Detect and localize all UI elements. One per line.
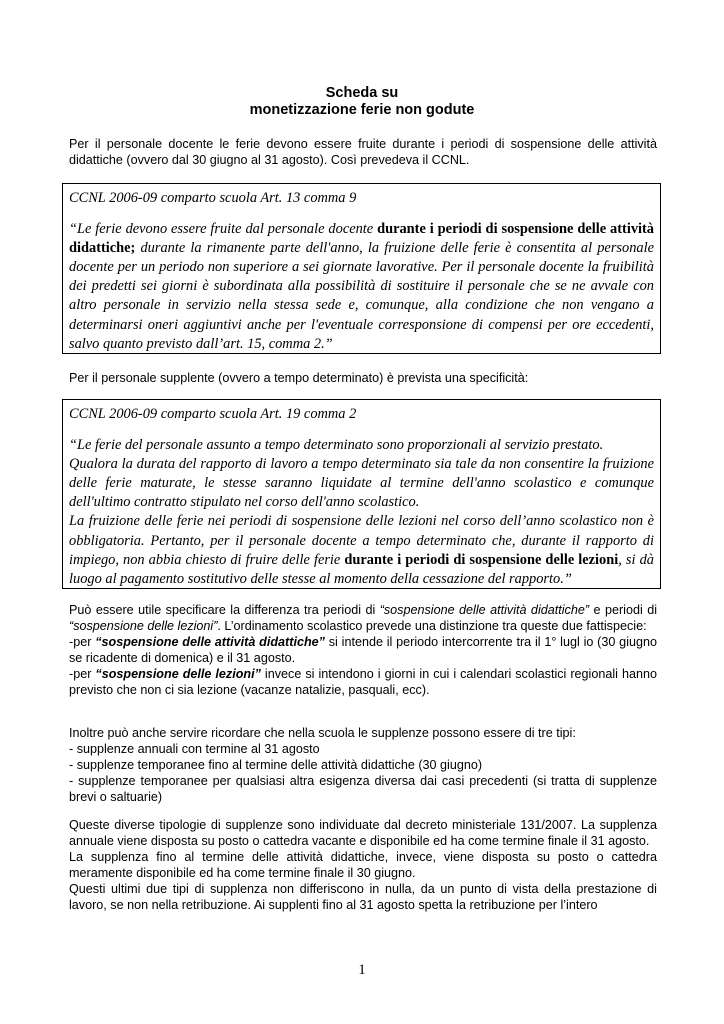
diff-italic-1: “sospensione delle attività didattiche”: [379, 603, 590, 617]
supplente-intro: Per il personale supplente (ovvero a tempo determinato) è prevista una specificità:: [69, 371, 529, 385]
tipi-item-temporanee-brevi: - supplenze temporanee per qualsiasi altra esigenza diversa dai casi precedenti (si tratta di supplenze brevi o saltuarie): [69, 773, 657, 804]
intro-paragraph: Per il personale docente le ferie devono essere fruite durante i periodi di sospensione delle attività didattiche (ovvero dal 30 giugno al 31 agosto). Così prevedeva il CCNL.: [69, 137, 657, 167]
box1-quote-part-b: durante la rimanente parte dell'anno, la fruizione delle ferie è consentita al personale docente per un periodo non superiore a sei giornate lavorative. Per il personale docente la fruibilità dei predetti sei giorni è subordinata alla possibilità di sostituire il personale che se ne avvale con altro personale in servizio nella stessa sede e, comunque, alla condizione che non vengano a determinarsi oneri aggiuntivi anche per l'eventuale corresponsione di compensi per ore eccedenti, salvo quanto previsto dall’art. 15, comma 2.”: [69, 240, 654, 352]
box1-quote: [69, 220, 654, 354]
title-line-2: monetizzazione ferie non godute: [249, 102, 475, 118]
per2-prefix: -per: [69, 666, 96, 681]
tipi-item-temporanee-giugno: - supplenze temporanee fino al termine delle attività didattiche (30 giugno): [69, 757, 483, 772]
box2-quote-p1: “Le ferie del personale assunto a tempo determinato sono proporzionali al servizio prestato.: [69, 437, 604, 454]
tipi-intro: Inoltre può anche servire ricordare che nella scuola le supplenze possono essere di tre tipi:: [69, 726, 576, 740]
tipi-supplenze-section: [69, 726, 657, 806]
box1-quote-part-a: “Le ferie devono essere fruite dal personale docente: [69, 221, 378, 238]
differenza-section: [69, 603, 657, 698]
diff-italic-2: “sospensione delle lezioni”: [69, 618, 218, 633]
final-section: [69, 818, 657, 913]
box1-heading: CCNL 2006-09 comparto scuola Art. 13 comma 9: [69, 190, 357, 206]
document-title: [0, 85, 724, 119]
per1-term: “sospensione delle attività didattiche”: [95, 634, 325, 649]
per2-term: “sospensione delle lezioni”: [95, 666, 261, 681]
ccnl-art13-box: [62, 183, 661, 354]
diff-per-didattiche: [69, 635, 657, 667]
per1-prefix: -per: [69, 634, 96, 649]
diff-text-b: e periodi di: [589, 603, 657, 617]
page-number: 1: [358, 962, 366, 978]
diff-text-c: . L’ordinamento scolastico prevede una distinzione tra queste due fattispecie:: [217, 618, 647, 633]
final-paragraph-3: Questi ultimi due tipi di supplenza non differiscono in nulla, da un punto di vista della prestazione di lavoro, se non nella retribuzione. Ai supplenti fino al 31 agosto spetta la retribuzione per l’intero: [69, 881, 657, 912]
box2-heading: CCNL 2006-09 comparto scuola Art. 19 comma 2: [69, 406, 357, 422]
per2-text: invece si intendono i giorni in cui i calendari scolastici regionali hanno previsto che non ci sia lezione (vacanze natalizie, pasquali, ecc).: [69, 666, 657, 697]
box2-quote-p3-bold: durante i periodi di sospensione delle lezioni: [344, 551, 619, 568]
tipi-item-annuali: - supplenze annuali con termine al 31 agosto: [69, 741, 320, 756]
box2-quote-p2: Qualora la durata del rapporto di lavoro a tempo determinato sia tale da non consentire la fruizione delle ferie maturate, le stesse saranno liquidate al termine dell'anno scolastico e comunque dell'ultimo contratto stipulato nel corso dell'anno scolastico.: [69, 456, 654, 511]
title-line-1: Scheda su: [325, 85, 399, 101]
box2-quote-p3-b: , si dà luogo al pagamento sostitutivo delle stesse al momento della cessazione del rapporto.”: [69, 551, 654, 587]
final-paragraph-2: La supplenza fino al termine delle attività didattiche, invece, viene disposta su posto o cattedra meramente disponibile ed ha come termine finale il 30 giugno.: [69, 849, 657, 880]
box2-quote: [69, 436, 654, 589]
diff-per-lezioni: [69, 667, 657, 699]
per1-text: si intende il periodo intercorrente tra il 1° lugl io (30 giugno se ricadente di domenica) e il 31 agosto.: [69, 634, 658, 665]
ccnl-art19-box: [62, 399, 661, 589]
box2-quote-p3-a: La fruizione delle ferie nei periodi di sospensione delle lezioni nel corso dell’anno scolastico non è obbligatoria. Pertanto, per il personale docente a tempo determinato che, durante il rapporto di impiego, non abbia chiesto di fruire delle ferie: [69, 513, 654, 568]
diff-text-a: Può essere utile specificare la differenza tra periodi di: [69, 603, 380, 617]
box2-quote-p3: [69, 512, 654, 588]
box1-quote-bold: durante i periodi di sospensione delle attività didattiche;: [69, 221, 654, 257]
final-paragraph-1: Queste diverse tipologie di supplenze sono individuate dal decreto ministeriale 131/2007. La supplenza annuale viene disposta su posto o cattedra vacante e disponibile ed ha come termine finale il 31 agosto.: [69, 818, 657, 848]
